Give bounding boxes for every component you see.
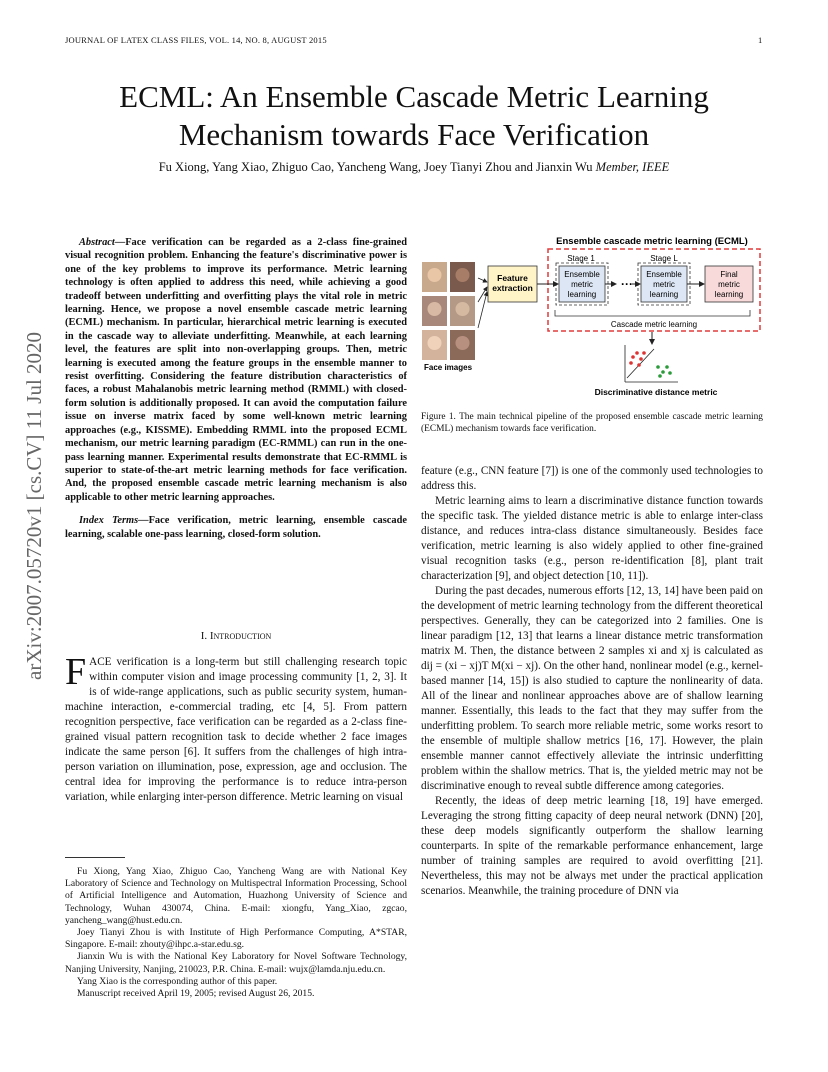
ellipsis: ···	[621, 277, 633, 291]
arxiv-stamp: arXiv:2007.05720v1 [cs.CV] 11 Jul 2020	[22, 331, 46, 680]
authors-names: Fu Xiong, Yang Xiao, Zhiguo Cao, Yancheng Wang, Joey Tianyi Zhou and Jianxin Wu	[158, 160, 593, 174]
stage-l-label: Stage L	[650, 254, 678, 263]
green-points	[656, 365, 672, 378]
page-number: 1	[758, 35, 763, 45]
authors-suffix: Member, IEEE	[595, 160, 670, 174]
pipeline-diagram	[420, 232, 765, 404]
abstract-text: —Face verification can be regarded as a 2-class fine-grained visual recognition problem. Enhancing the feature's discriminative power is one of the key problems to improve its performance. Metric learning technology is often applied to address this need, while achieving a good tradeoff between underfitting and overfitting plays the vital role in metric learning. Hence, we propose a novel ensemble cascade metric learning (ECML) mechanism. In particular, hierarchical metric learning is executed in the cascade way to alleviate underfitting. Meanwhile, at each learning level, the features are split into non-overlapping groups. Then, metric learning is executed among the feature groups in the ensemble manner to resist overfitting. Considering the feature distribution characteristics of faces, a robust Mahalanobis metric learning method (RMML) with closed-form solution is additionally proposed. It can avoid the computation failure issue on inverse matrix faced by some well-known metric learning approaches (e.g., KISSME). Embedding RMML into the proposed ECML mechanism, our metric learning paradigm (EC-RMML) can run in the one-pass learning manner. Experimental results demonstrate that EC-RMML is superior to state-of-the-art metric learning methods for face verification. And, the proposed ensemble cascade metric learning mechanism is also applicable to other metric learning approaches.	[65, 237, 407, 503]
cascade-label: Cascade metric learning	[610, 320, 698, 329]
discriminative-label: Discriminative distance metric	[594, 387, 718, 397]
svg-text:Final: Final	[720, 270, 738, 279]
paragraph-deep-metric: Recently, the ideas of deep metric learning [18, 19] have emerged. Leveraging the strong fitting capacity of deep neural network (DNN) [20], these deep models significantly outperform the shallow learning counterparts. In spite of the remarkable performance enhancement, large number of training samples are required to avoid overfitting [21]. Nevertheless, this may not be always met under the practical application scenarios. Meanwhile, the training procedure of DNN via	[421, 795, 763, 897]
face-images-label: Face images	[424, 363, 473, 372]
svg-text:Feature: Feature	[497, 273, 528, 283]
svg-text:learning: learning	[714, 290, 744, 299]
dropcap-letter: F	[65, 651, 87, 693]
footnote-affiliation-astar: Joey Tianyi Zhou is with Institute of High Performance Computing, A*STAR, Singapore. E-mail: zhouty@ihpc.a-star.edu.sg.	[65, 927, 407, 951]
footnote-rule	[65, 857, 125, 858]
footnote-manuscript: Manuscript received April 19, 2005; revised August 26, 2015.	[77, 988, 315, 1000]
svg-text:metric: metric	[571, 280, 593, 289]
title-line-1: ECML: An Ensemble Cascade Metric Learning	[119, 79, 709, 114]
stage-1-label: Stage 1	[567, 254, 595, 263]
paragraph-past-decades: During the past decades, numerous efforts [12, 13, 14] have been paid on the development of metric learning technology from the different theoretical perspectives. Generally, they can be categorized into 2 families. One is linear paradigm [12, 13] that learns a linear distance metric transformation matrix M. Then, the distance between 2 samples xi and xj is calculated as dij = (xi − xj)T M(xi − xj). On the other hand, nonlinear model (e.g., kernel-based manner [14, 15]) is also studied to capture the nonlinearity of data. All of the linear and nonlinear approaches above are of shallow learning manner. Essentially, this leads to the fact that they may suffer from the underfitting problem. To search more reliable metric, some works resort to the ensemble of multiple shallow metrics [16, 17]. However, the plain ensemble manner cannot effectively alleviate the intrinsic underfitting problem within the shallow metrics. That is, the yielded metric may not be discriminative enough to reveal subtle difference among categories.	[421, 585, 763, 792]
svg-text:learning: learning	[567, 290, 597, 299]
svg-text:extraction: extraction	[492, 283, 533, 293]
left-column	[65, 236, 407, 541]
footnote-affiliation-hust: Fu Xiong, Yang Xiao, Zhiguo Cao, Yancheng Wang are with National Key Laboratory of Science and Technology on Multispectral Information Processing, School of Artificial Intelligence and Automation, Huazhong University of Science and Technology, Wuhan 430074, China. E-mail: xiongfu, Yang_Xiao, zgcao, yancheng_wang@hust.edu.cn.	[65, 866, 407, 926]
figure-caption: Figure 1. The main technical pipeline of the proposed ensemble cascade metric learning (ECML) mechanism towards face verification.	[421, 412, 763, 434]
paper-title	[0, 78, 828, 154]
arxiv-stamp-wrap	[22, 331, 52, 690]
index-terms-label: Index Terms	[79, 515, 139, 527]
index-terms-text: —Face verification, metric learning, ensemble cascade learning, scalable one-pass learning, closed-form solution.	[65, 515, 407, 540]
right-column	[421, 464, 763, 899]
intro-paragraph	[65, 651, 407, 805]
svg-text:Ensemble: Ensemble	[564, 270, 600, 279]
footnotes	[65, 866, 407, 1000]
intro-lead: ACE	[89, 656, 112, 668]
intro-text: verification is a long-term but still challenging research topic within computer vision and image processing community [1, 2, 3]. It is of wide-range applications, such as public security system, human-machine interaction, e-commercial trading, etc [4, 5]. From pattern recognition perspective, face verification can be regarded as a 2-class fine-grained visual pattern recognition task to decide whether 2 face images indicate the same person [6]. It suffers from the challenges of high intra-person variation on illumination, pose, expression, age and occlusion. The central idea for improving the performance is to reduce intra-person variation, while enlarging inter-person difference. Metric learning on visual	[65, 656, 407, 803]
red-points	[629, 351, 646, 367]
face-image-grid	[422, 262, 475, 360]
running-header: JOURNAL OF LATEX CLASS FILES, VOL. 14, NO. 8, AUGUST 2015	[65, 35, 327, 45]
title-line-2: Mechanism towards Face Verification	[178, 117, 650, 152]
footnote-corresponding: Yang Xiao is the corresponding author of this paper.	[77, 975, 278, 987]
figure-1	[420, 232, 765, 404]
paragraph-metric-learning: Metric learning aims to learn a discriminative distance function towards the specific task. The yielded distance metric is able to enlarge inter-class distance, and reduces intra-class distance simultaneously. Besides face verification, metric learning is also widely applied to other fine-grained visual recognition tasks (e.g., person re-identification [8], plant trait characterization [9], and object detection [10, 11]).	[421, 495, 763, 582]
svg-text:metric: metric	[718, 280, 740, 289]
abstract-label: Abstract	[79, 237, 115, 248]
section-heading-introduction: I. Introduction	[200, 630, 272, 642]
paragraph-continued: feature (e.g., CNN feature [7]) is one of the commonly used technologies to address this.	[421, 465, 763, 492]
ecml-title: Ensemble cascade metric learning (ECML)	[556, 236, 748, 247]
svg-text:Ensemble: Ensemble	[646, 270, 682, 279]
cascade-brace	[555, 310, 750, 316]
abstract	[65, 236, 407, 504]
author-list	[0, 160, 828, 175]
svg-text:metric: metric	[653, 280, 675, 289]
svg-text:learning: learning	[649, 290, 679, 299]
index-terms	[65, 514, 407, 541]
footnote-affiliation-nju: Jianxin Wu is with the National Key Laboratory for Novel Software Technology, Nanjing University, Nanjing, 210023, P.R. China. E-mail: wujx@lamda.nju.edu.cn.	[65, 951, 407, 975]
